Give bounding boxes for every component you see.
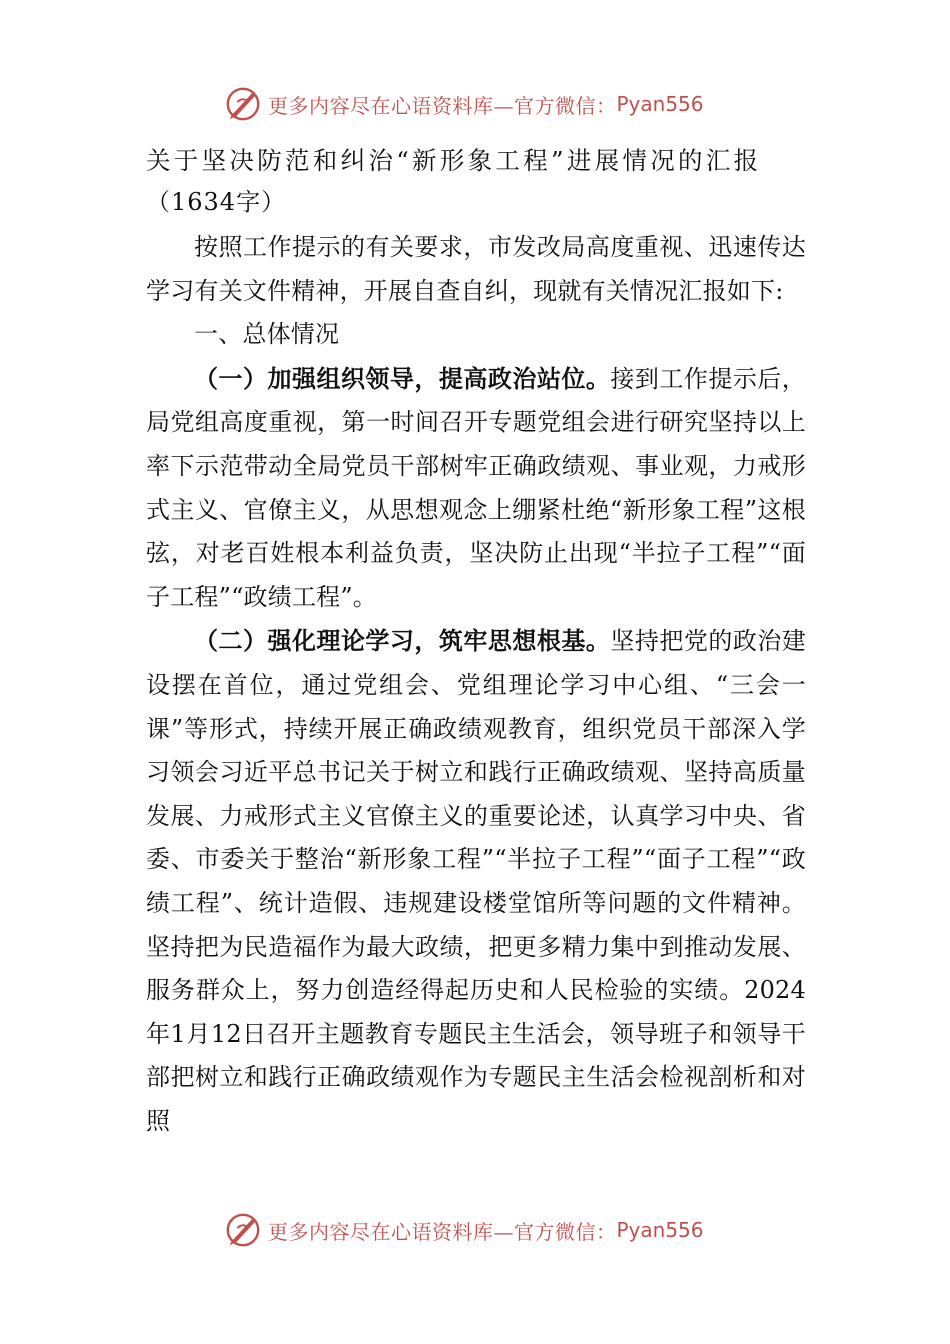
watermark-text: 更多内容尽在心语资料库—官方微信： — [268, 93, 617, 118]
watermark-banner-top — [224, 84, 744, 124]
document-body — [146, 140, 806, 1143]
pen-circle-logo-icon — [224, 85, 262, 123]
section-heading: 一、总体情况 — [194, 320, 340, 349]
watermark-id-bottom: Pyan556 — [616, 1218, 704, 1242]
pen-circle-logo-icon — [224, 1211, 262, 1249]
watermark-text-bottom: 更多内容尽在心语资料库—官方微信： — [268, 1219, 617, 1244]
item-1-lead: （一）加强组织领导，提高政治站位。 — [194, 363, 611, 393]
item-1-body: 接到工作提示后，局党组高度重视，第一时间召开专题党组会进行研究坚持以上率下示范带动全局党员干部树牢正确政绩观、事业观，力戒形式主义、官僚主义，从思想观念上绷紧杜绝“新形象工程”这根弦，对老百姓根本利益负责，坚决防止出现“半拉子工程”“面子工程”“政绩工程”。 — [146, 364, 806, 611]
watermark-id: Pyan556 — [616, 92, 704, 116]
item-2-lead: （二）强化理论学习，筑牢思想根基。 — [194, 626, 611, 656]
intro-paragraph: 按照工作提示的有关要求，市发改局高度重视、迅速传达学习有关文件精神，开展自查自纠，现就有关情况汇报如下: — [146, 233, 806, 305]
item-2-body: 坚持把党的政治建设摆在首位，通过党组会、党组理论学习中心组、“三会一课”等形式，持续开展正确政绩观教育，组织党员干部深入学习领会习近平总书记关于树立和践行正确政绩观、坚持高质量发展、力戒形式主义官僚主义的重要论述，认真学习中央、省委、市委关于整治“新形象工程”“半拉子工程”“面子工程”“政绩工程”、统计造假、违规建设楼堂馆所等问题的文件精神。坚持把为民造福作为最大政绩，把更多精力集中到推动发展、服务群众上，努力创造经得起历史和人民检验的实绩。2024年1月12日召开主题教育专题民主生活会，领导班子和领导干部把树立和践行正确政绩观作为专题民主生活会检视剖析和对照 — [146, 627, 806, 1135]
watermark-banner-bottom — [224, 1210, 744, 1250]
item-2-paragraph — [146, 619, 806, 1143]
item-1-paragraph — [146, 357, 806, 620]
document-title: 关于坚决防范和纠治“新形象工程”进展情况的汇报 — [146, 146, 762, 175]
document-word-count: （1634字） — [146, 188, 287, 216]
